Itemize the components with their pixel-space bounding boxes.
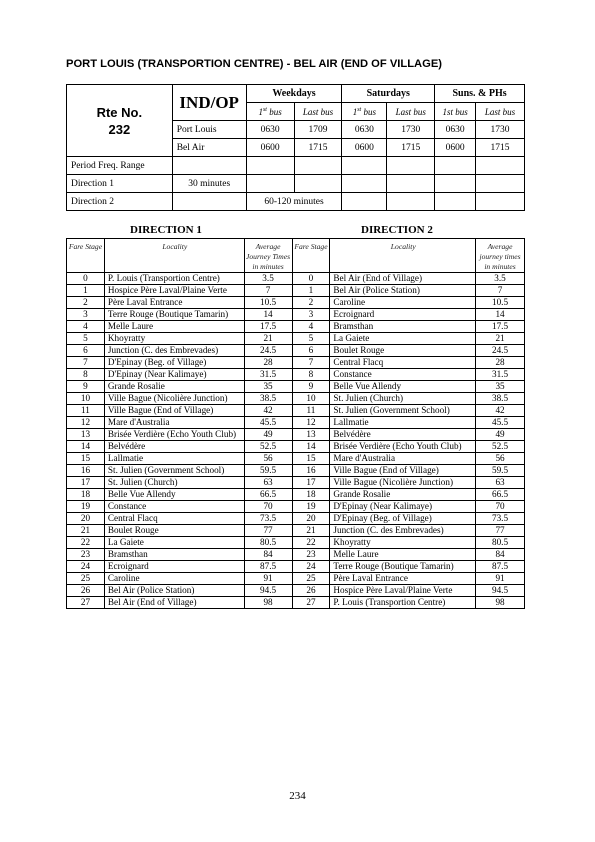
journey-time: 14 xyxy=(476,309,525,321)
journey-time: 94.5 xyxy=(244,585,292,597)
fare-stage: 13 xyxy=(67,429,105,441)
journey-time: 42 xyxy=(476,405,525,417)
locality: Central Flacq xyxy=(330,357,476,369)
locality: Constance xyxy=(104,501,244,513)
fare-stage: 12 xyxy=(67,417,105,429)
fare-stage: 21 xyxy=(67,525,105,537)
schedule-time: 0630 xyxy=(246,121,294,139)
stop-row xyxy=(67,309,525,321)
journey-time: 38.5 xyxy=(244,393,292,405)
locality: Ville Bague (End of Village) xyxy=(330,465,476,477)
journey-time: 66.5 xyxy=(244,489,292,501)
stop-row xyxy=(67,417,525,429)
stop-row xyxy=(67,465,525,477)
locality: P. Louis (Transportion Centre) xyxy=(104,273,244,285)
stop-row xyxy=(67,573,525,585)
locality: Melle Laure xyxy=(330,549,476,561)
journey-time: 42 xyxy=(244,405,292,417)
fare-stage: 19 xyxy=(67,501,105,513)
fare-stage-header: Fare Stage xyxy=(292,239,330,273)
fare-stage: 14 xyxy=(292,441,330,453)
locality: St. Julien (Government School) xyxy=(330,405,476,417)
locality: Boulet Rouge xyxy=(104,525,244,537)
fare-stage: 16 xyxy=(292,465,330,477)
locality: St. Julien (Government School) xyxy=(104,465,244,477)
journey-time: 10.5 xyxy=(476,297,525,309)
journey-time: 56 xyxy=(476,453,525,465)
fare-stage: 3 xyxy=(292,309,330,321)
locality-header: Locality xyxy=(104,239,244,273)
fare-stage: 11 xyxy=(67,405,105,417)
journey-time: 77 xyxy=(244,525,292,537)
stop-row xyxy=(67,333,525,345)
fare-stage: 15 xyxy=(67,453,105,465)
fare-stage: 26 xyxy=(67,585,105,597)
fare-stage: 13 xyxy=(292,429,330,441)
fare-stage: 0 xyxy=(292,273,330,285)
stop-row xyxy=(67,429,525,441)
fare-stage: 17 xyxy=(292,477,330,489)
fare-stage: 3 xyxy=(67,309,105,321)
locality: Junction (C. des Embrevades) xyxy=(104,345,244,357)
fare-stage: 25 xyxy=(67,573,105,585)
page-title: PORT LOUIS (TRANSPORTION CENTRE) - BEL AIR (END OF VILLAGE) xyxy=(66,58,443,70)
locality: P. Louis (Transportion Centre) xyxy=(330,597,476,609)
stop-row xyxy=(67,597,525,609)
journey-time-header: Average journey times in minutes xyxy=(476,239,525,273)
schedule-place: Bel Air xyxy=(172,139,246,157)
stop-row xyxy=(67,525,525,537)
schedule-time: 0600 xyxy=(246,139,294,157)
route-label: Rte No. xyxy=(96,104,143,120)
fare-stage: 9 xyxy=(67,381,105,393)
fare-stage: 1 xyxy=(67,285,105,297)
fare-stage: 10 xyxy=(67,393,105,405)
journey-time: 31.5 xyxy=(244,369,292,381)
schedule-time: 1709 xyxy=(294,121,342,139)
journey-time: 84 xyxy=(244,549,292,561)
fare-stage: 18 xyxy=(67,489,105,501)
journey-time: 91 xyxy=(476,573,525,585)
fare-stage: 5 xyxy=(292,333,330,345)
locality: La Gaiete xyxy=(104,537,244,549)
fare-stage: 24 xyxy=(67,561,105,573)
schedule-place: Port Louis xyxy=(172,121,246,139)
locality: Belle Vue Allendy xyxy=(330,381,476,393)
stop-row xyxy=(67,393,525,405)
locality: Lallmatie xyxy=(330,417,476,429)
journey-time: 31.5 xyxy=(476,369,525,381)
locality: Bel Air (End of Village) xyxy=(104,597,244,609)
locality: Hospice Père Laval/Plaine Verte xyxy=(104,285,244,297)
period-sundays: Suns. & PHs xyxy=(435,85,525,103)
schedule-time: 1715 xyxy=(294,139,342,157)
stop-row xyxy=(67,513,525,525)
locality: St. Julien (Church) xyxy=(330,393,476,405)
locality: Ecroignard xyxy=(104,561,244,573)
journey-time: 49 xyxy=(476,429,525,441)
journey-time: 21 xyxy=(476,333,525,345)
stop-row xyxy=(67,453,525,465)
fare-stage: 6 xyxy=(67,345,105,357)
locality: Mare d'Australia xyxy=(104,417,244,429)
stop-row xyxy=(67,357,525,369)
locality: Ville Bague (Nicolière Junction) xyxy=(330,477,476,489)
fare-stage: 2 xyxy=(67,297,105,309)
locality: Khoyratty xyxy=(330,537,476,549)
schedule-time: 0630 xyxy=(435,121,476,139)
stop-row xyxy=(67,297,525,309)
stop-row xyxy=(67,321,525,333)
journey-time: 63 xyxy=(476,477,525,489)
journey-time: 84 xyxy=(476,549,525,561)
period-weekdays: Weekdays xyxy=(246,85,342,103)
journey-time: 80.5 xyxy=(244,537,292,549)
direction1-label: Direction 1 xyxy=(67,175,173,193)
locality: Grande Rosalie xyxy=(330,489,476,501)
fare-stage: 4 xyxy=(292,321,330,333)
journey-time: 17.5 xyxy=(476,321,525,333)
journey-time: 59.5 xyxy=(476,465,525,477)
direction2-title: DIRECTION 2 xyxy=(361,224,433,236)
locality: Bramsthan xyxy=(104,549,244,561)
fare-stage: 19 xyxy=(292,501,330,513)
journey-time: 10.5 xyxy=(244,297,292,309)
journey-time: 70 xyxy=(244,501,292,513)
fare-stage: 21 xyxy=(292,525,330,537)
locality: Bel Air (Police Station) xyxy=(104,585,244,597)
stop-row xyxy=(67,441,525,453)
journey-time: 35 xyxy=(476,381,525,393)
fare-stage: 7 xyxy=(67,357,105,369)
fare-stage: 8 xyxy=(67,369,105,381)
fare-stage: 18 xyxy=(292,489,330,501)
stop-row xyxy=(67,477,525,489)
stop-row xyxy=(67,405,525,417)
journey-time: 91 xyxy=(244,573,292,585)
stop-row xyxy=(67,585,525,597)
stop-row xyxy=(67,501,525,513)
stop-row xyxy=(67,285,525,297)
page-number: 234 xyxy=(289,790,306,802)
fare-stage: 10 xyxy=(292,393,330,405)
fare-stage: 15 xyxy=(292,453,330,465)
locality: Père Laval Entrance xyxy=(330,573,476,585)
locality: Ville Bague (End of Village) xyxy=(104,405,244,417)
journey-time: 63 xyxy=(244,477,292,489)
fare-stage: 5 xyxy=(67,333,105,345)
locality: D'Epinay (Beg. of Village) xyxy=(330,513,476,525)
fare-stage: 8 xyxy=(292,369,330,381)
locality: Belle Vue Allendy xyxy=(104,489,244,501)
journey-time: 52.5 xyxy=(476,441,525,453)
journey-time: 87.5 xyxy=(244,561,292,573)
fare-stage: 22 xyxy=(67,537,105,549)
direction1-title: DIRECTION 1 xyxy=(130,224,202,236)
fare-stage: 14 xyxy=(67,441,105,453)
stop-row xyxy=(67,369,525,381)
last-bus-header: Last bus xyxy=(294,103,342,121)
locality: D'Epinay (Near Kalimaye) xyxy=(330,501,476,513)
fare-stage: 12 xyxy=(292,417,330,429)
journey-time: 45.5 xyxy=(476,417,525,429)
fare-stage: 23 xyxy=(292,549,330,561)
stop-row xyxy=(67,273,525,285)
first-bus-header: 1st bus xyxy=(342,103,387,121)
schedule-time: 0600 xyxy=(435,139,476,157)
fare-stage: 1 xyxy=(292,285,330,297)
locality: Terre Rouge (Boutique Tamarin) xyxy=(104,309,244,321)
locality: D'Epinay (Near Kalimaye) xyxy=(104,369,244,381)
locality: D'Epinay (Beg. of Village) xyxy=(104,357,244,369)
schedule-time: 1730 xyxy=(476,121,525,139)
first-bus-header: 1st bus xyxy=(246,103,294,121)
journey-time: 52.5 xyxy=(244,441,292,453)
fare-stage: 9 xyxy=(292,381,330,393)
locality: Caroline xyxy=(330,297,476,309)
stops-table xyxy=(66,238,525,609)
journey-time: 73.5 xyxy=(244,513,292,525)
journey-time: 21 xyxy=(244,333,292,345)
fare-stage: 20 xyxy=(67,513,105,525)
locality: Junction (C. des Embrevades) xyxy=(330,525,476,537)
schedule-time: 1715 xyxy=(387,139,435,157)
journey-time: 94.5 xyxy=(476,585,525,597)
locality: Ecroignard xyxy=(330,309,476,321)
journey-time: 70 xyxy=(476,501,525,513)
schedule-time: 1730 xyxy=(387,121,435,139)
locality: Mare d'Australia xyxy=(330,453,476,465)
journey-time: 14 xyxy=(244,309,292,321)
schedule-time: 0600 xyxy=(342,139,387,157)
ind-op-label: IND/OP xyxy=(172,85,246,121)
journey-time-header: Average Journey Times in minutes xyxy=(244,239,292,273)
journey-time: 87.5 xyxy=(476,561,525,573)
journey-time: 24.5 xyxy=(244,345,292,357)
fare-stage: 4 xyxy=(67,321,105,333)
locality-header: Locality xyxy=(330,239,476,273)
route-number: 232 xyxy=(108,121,131,137)
fare-stage: 22 xyxy=(292,537,330,549)
fare-stage: 26 xyxy=(292,585,330,597)
fare-stage-header: Fare Stage xyxy=(67,239,105,273)
last-bus-header: Last bus xyxy=(387,103,435,121)
locality: Père Laval Entrance xyxy=(104,297,244,309)
stop-row xyxy=(67,561,525,573)
locality: Central Flacq xyxy=(104,513,244,525)
period-saturdays: Saturdays xyxy=(342,85,435,103)
locality: Constance xyxy=(330,369,476,381)
locality: Caroline xyxy=(104,573,244,585)
locality: Hospice Père Laval/Plaine Verte xyxy=(330,585,476,597)
journey-time: 28 xyxy=(244,357,292,369)
fare-stage: 17 xyxy=(67,477,105,489)
last-bus-header: Last bus xyxy=(476,103,525,121)
journey-time: 73.5 xyxy=(476,513,525,525)
journey-time: 98 xyxy=(476,597,525,609)
locality: Terre Rouge (Boutique Tamarin) xyxy=(330,561,476,573)
route-cell xyxy=(67,85,173,157)
journey-time: 38.5 xyxy=(476,393,525,405)
freq-range-label: Period Freq. Range xyxy=(67,157,173,175)
fare-stage: 6 xyxy=(292,345,330,357)
schedule-time: 0630 xyxy=(342,121,387,139)
locality: Bramsthan xyxy=(330,321,476,333)
schedule-table xyxy=(66,84,525,211)
journey-time: 35 xyxy=(244,381,292,393)
fare-stage: 11 xyxy=(292,405,330,417)
journey-time: 77 xyxy=(476,525,525,537)
fare-stage: 24 xyxy=(292,561,330,573)
fare-stage: 23 xyxy=(67,549,105,561)
journey-time: 17.5 xyxy=(244,321,292,333)
journey-time: 80.5 xyxy=(476,537,525,549)
stop-row xyxy=(67,549,525,561)
fare-stage: 20 xyxy=(292,513,330,525)
journey-time: 59.5 xyxy=(244,465,292,477)
fare-stage: 27 xyxy=(292,597,330,609)
journey-time: 56 xyxy=(244,453,292,465)
locality: Belvédère xyxy=(104,441,244,453)
schedule-time: 1715 xyxy=(476,139,525,157)
locality: Bel Air (Police Station) xyxy=(330,285,476,297)
fare-stage: 0 xyxy=(67,273,105,285)
locality: La Gaiete xyxy=(330,333,476,345)
locality: Grande Rosalie xyxy=(104,381,244,393)
journey-time: 98 xyxy=(244,597,292,609)
journey-time: 45.5 xyxy=(244,417,292,429)
journey-time: 3.5 xyxy=(476,273,525,285)
locality: Brisée Verdière (Echo Youth Club) xyxy=(330,441,476,453)
fare-stage: 27 xyxy=(67,597,105,609)
locality: Belvédère xyxy=(330,429,476,441)
journey-time: 7 xyxy=(476,285,525,297)
stop-row xyxy=(67,381,525,393)
locality: Melle Laure xyxy=(104,321,244,333)
direction2-frequency: 60-120 minutes xyxy=(246,193,342,211)
stop-row xyxy=(67,345,525,357)
journey-time: 24.5 xyxy=(476,345,525,357)
locality: Boulet Rouge xyxy=(330,345,476,357)
locality: Bel Air (End of Village) xyxy=(330,273,476,285)
fare-stage: 25 xyxy=(292,573,330,585)
first-bus-header: 1st bus xyxy=(435,103,476,121)
journey-time: 66.5 xyxy=(476,489,525,501)
journey-time: 49 xyxy=(244,429,292,441)
locality: St. Julien (Church) xyxy=(104,477,244,489)
fare-stage: 7 xyxy=(292,357,330,369)
journey-time: 3.5 xyxy=(244,273,292,285)
locality: Lallmatie xyxy=(104,453,244,465)
stops-header-row xyxy=(67,239,525,273)
locality: Brisée Verdière (Echo Youth Club) xyxy=(104,429,244,441)
journey-time: 7 xyxy=(244,285,292,297)
fare-stage: 16 xyxy=(67,465,105,477)
journey-time: 28 xyxy=(476,357,525,369)
locality: Ville Bague (Nicolière Junction) xyxy=(104,393,244,405)
stop-row xyxy=(67,489,525,501)
stop-row xyxy=(67,537,525,549)
locality: Khoyratty xyxy=(104,333,244,345)
direction2-label: Direction 2 xyxy=(67,193,173,211)
direction1-frequency: 30 minutes xyxy=(172,175,246,193)
fare-stage: 2 xyxy=(292,297,330,309)
